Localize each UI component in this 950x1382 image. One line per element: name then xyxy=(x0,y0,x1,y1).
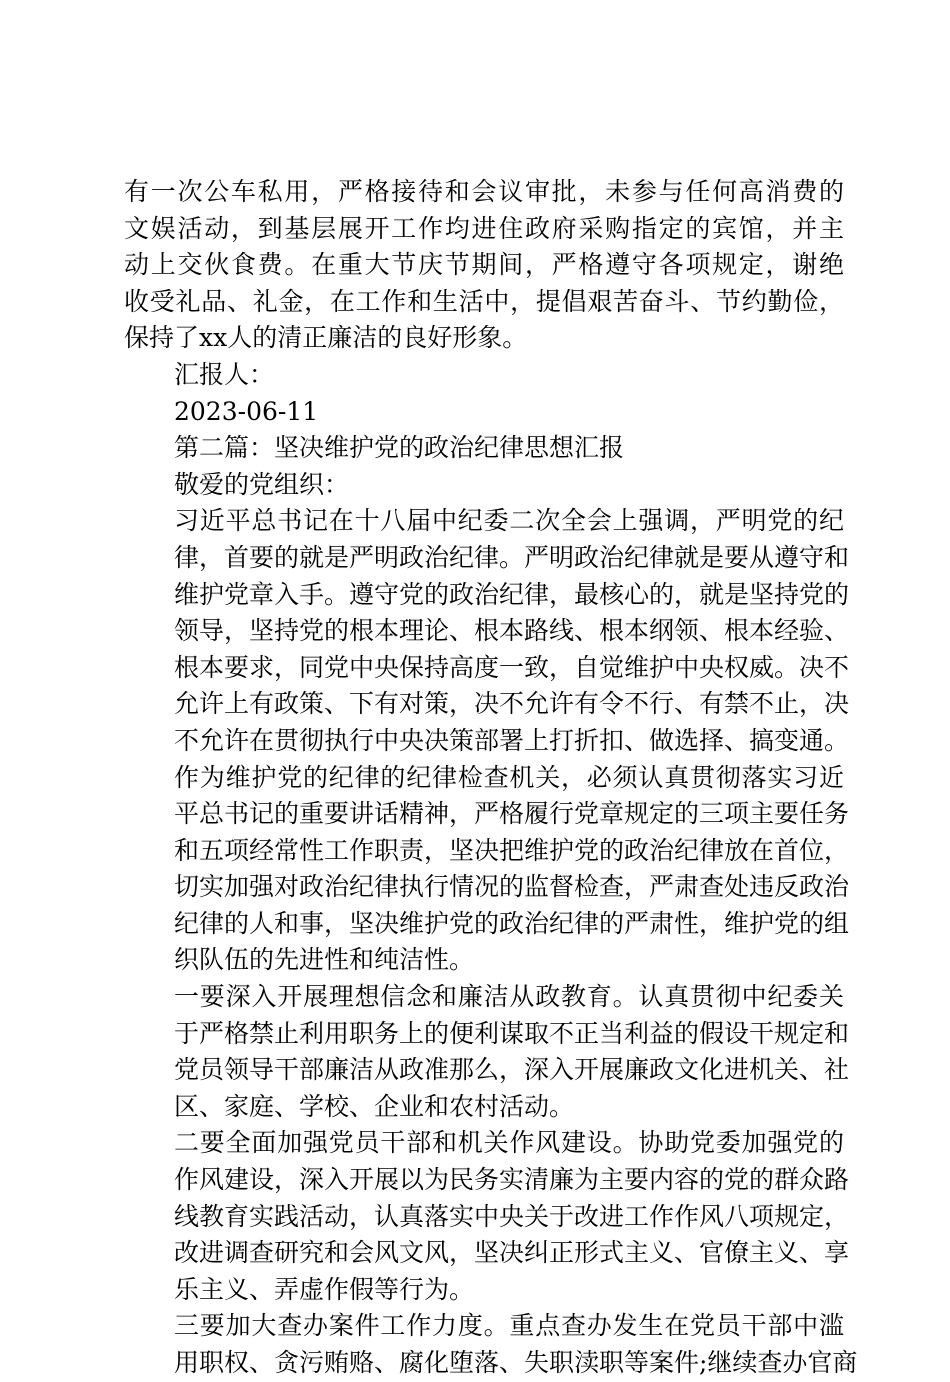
paragraph-continued xyxy=(124,174,844,357)
text-line: 党员领导干部廉洁从政准那么，深入开展廉政文化进机关、社 xyxy=(174,1055,850,1085)
text-line: 收受礼品、礼金，在工作和生活中，提倡艰苦奋斗、节约勤俭， xyxy=(124,286,844,316)
text-line: 律，首要的就是严明政治纪律。严明政治纪律就是要从遵守和 xyxy=(174,542,850,572)
text-line: 不允许在贯彻执行中央决策部署上打折扣、做选择、搞变通。 xyxy=(174,725,850,755)
document-body xyxy=(124,174,858,1382)
text-line: 和五项经常性工作职责，坚决把维护党的政治纪律放在首位， xyxy=(174,835,850,865)
text-line: 线教育实践活动，认真落实中央关于改进工作作风八项规定， xyxy=(174,1201,850,1231)
text-line: 文娱活动，到基层展开工作均进住政府采购指定的宾馆，并主 xyxy=(124,213,844,243)
text-line: 一要深入开展理想信念和廉洁从政教育。认真贯彻中纪委关 xyxy=(174,982,844,1012)
text-line: 领导，坚持党的根本理论、根本路线、根本纲领、根本经验、 xyxy=(174,616,850,646)
text-line: 纪律的人和事，坚决维护党的政治纪律的严肃性，维护党的组 xyxy=(174,908,850,938)
text-line: 改进调查研究和会风文风，坚决纠正形式主义、官僚主义、享 xyxy=(174,1238,850,1268)
text-line: 作风建设，深入开展以为民务实清廉为主要内容的党的群众路 xyxy=(174,1165,850,1195)
text-line: 于严格禁止利用职务上的便利谋取不正当利益的假设干规定和 xyxy=(174,1018,850,1048)
text-line: 保持了xx人的清正廉洁的良好形象。 xyxy=(124,323,528,353)
text-line: 维护党章入手。遵守党的政治纪律，最核心的，就是坚持党的 xyxy=(174,579,850,609)
text-line: 平总书记的重要讲话精神，严格履行党章规定的三项主要任务 xyxy=(174,799,850,829)
text-line: 作为维护党的纪律的纪律检查机关，必须认真贯彻落实习近 xyxy=(174,762,844,792)
text-line: 有一次公车私用，严格接待和会议审批，未参与任何高消费的 xyxy=(124,177,844,206)
text-line: 用职权、贪污贿赂、腐化堕落、失职渎职等案件;继续查办官商 xyxy=(174,1348,858,1377)
text-line: 允许上有政策、下有对策，决不允许有令不行、有禁不止，决 xyxy=(174,689,850,719)
paragraph xyxy=(124,503,850,759)
paragraph xyxy=(124,979,850,1125)
text-line: 区、家庭、学校、企业和农村活动。 xyxy=(174,1091,575,1121)
salutation: 敬爱的党组织： xyxy=(174,469,350,499)
paragraph xyxy=(124,1308,858,1381)
text-line: 三要加大查办案件工作力度。重点查办发生在党员干部中滥 xyxy=(174,1311,844,1341)
text-line: 根本要求，同党中央保持高度一致，自觉维护中央权威。决不 xyxy=(174,652,850,682)
text-line: 动上交伙食费。在重大节庆节期间，严格遵守各项规定，谢绝 xyxy=(124,250,844,280)
reporter-label: 汇报人： xyxy=(174,359,275,389)
report-date: 2023-06-11 xyxy=(174,396,319,426)
text-line: 习近平总书记在十八届中纪委二次全会上强调，严明党的纪 xyxy=(174,506,844,536)
paragraph xyxy=(124,760,850,980)
text-line: 乐主义、弄虚作假等行为。 xyxy=(174,1274,475,1304)
paragraph xyxy=(124,1125,850,1308)
section-title: 第二篇：坚决维护党的政治纪律思想汇报 xyxy=(174,433,625,463)
text-line: 切实加强对政治纪律执行情况的监督检查，严肃查处违反政治 xyxy=(174,872,850,902)
text-line: 二要全面加强党员干部和机关作风建设。协助党委加强党的 xyxy=(174,1128,844,1158)
text-line: 织队伍的先进性和纯洁性。 xyxy=(174,945,475,975)
